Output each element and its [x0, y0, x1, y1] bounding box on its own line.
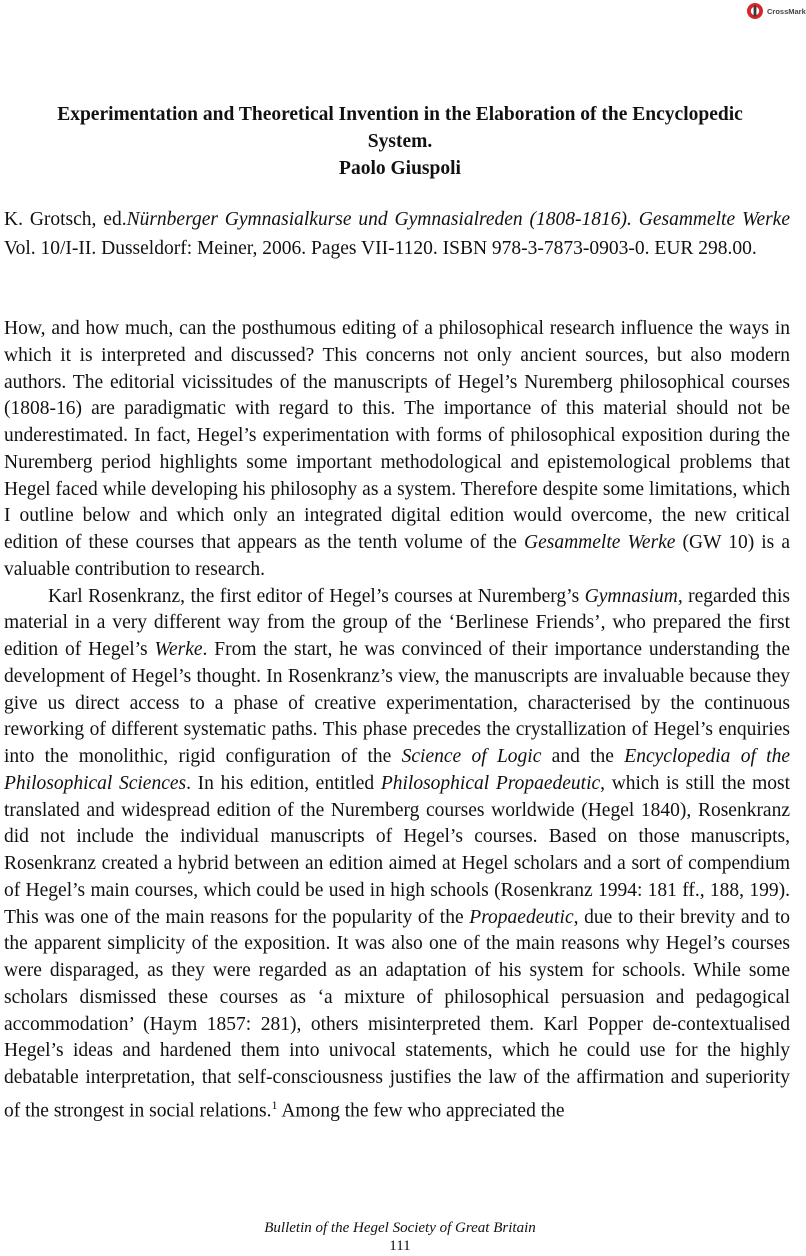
journal-name: Bulletin of the Hegel Society of Great Britain: [264, 1220, 536, 1236]
p2-italic-propaedeutic-title: Philosophical Propaedeutic: [380, 772, 601, 794]
p1-text-2: (GW 10) is a valuable contribution to research.: [4, 532, 790, 580]
p2-text-1: Karl Rosenkranz, the first editor of Hegel’s courses at Nuremberg’s: [48, 585, 585, 607]
p2-italic-propaedeutic: Propaedeutic: [469, 906, 574, 928]
p2-text-3: . From the start, he was convinced of their importance understanding the development of Hegel’s thought. In Rosenkranz’s view, the manuscripts are invaluable because they give us direct access to a phase of creative experimentation, characterised by the continuous reworking of different systematic paths. This phase precedes the crystallization of Hegel’s enquiries into the monolithic, rigid configuration of the: [4, 639, 791, 767]
page-footer: [0, 1219, 800, 1255]
p2-italic-werke: Werke: [154, 639, 203, 660]
p2-text-7: , due to their brevity and to the apparent simplicity of the exposition. It was also one of the main reasons why Hegel’s courses were disparaged, as they were regarded as an adaptation of his system for schools. While some scholars dismissed these courses as ‘a mixture of philosophical persuasion and pedagogical accommodation’ (Haym 1857: 281), others misinterpreted them. Karl Popper de-contextualised Hegel’s ideas and hardened them into univocal statements, which he could use for the highly debatable interpretation, that self-consciousness justifies the law of the affirmation and superiority of the strongest in social relations.: [4, 906, 790, 1122]
p2-italic-gymnasium: Gymnasium: [584, 585, 678, 607]
crossmark-badge[interactable]: [746, 2, 806, 20]
title-line-2: System.: [367, 131, 433, 152]
body-text: [4, 316, 790, 1125]
title-line-1: Experimentation and Theoretical Invention in the Elaboration of the Encyclopedic: [57, 104, 743, 125]
p1-italic-gesammelte-werke: Gesammelte Werke: [524, 532, 676, 553]
p2-italic-encyclopedia: Encyclopedia of the Philosophical Sciences: [4, 746, 791, 794]
p2-text-8: Among the few who appreciated the: [277, 1100, 565, 1122]
paragraph-2: [4, 584, 790, 1126]
citation-book-title: Nürnberger Gymnasialkurse und Gymnasialreden (1808-1816). Gesammelte Werke: [126, 209, 790, 230]
p2-text-5: . In his edition, entitled: [186, 772, 381, 794]
crossmark-label: CrossMark: [767, 6, 806, 16]
p1-text-1: How, and how much, can the posthumous editing of a philosophical research influence the ways in which it is interpreted and discussed? This concerns not only ancient sources, but also modern authors. The editorial vicissitudes of the manuscripts of Hegel’s Nuremberg philosophical courses (1808-16) are paradigmatic with regard to this. The importance of this material should not be underestimated. In fact, Hegel’s experimentation with forms of philosophical exposition during the Nuremberg period highlights some important methodological and epistemological problems that Hegel faced while developing his philosophy as a system. Therefore despite some limitations, which I outline below and which only an integrated digital edition would overcome, the new critical edition of these courses that appears as the tenth volume of the: [4, 318, 790, 553]
citation-editor: K. Grotsch, ed.: [4, 209, 127, 230]
p2-text-6: , which is still the most translated and widespread edition of the Nuremberg courses worldwide (Hegel 1840), Rosenkranz did not include the individual manuscripts of Hegel’s courses. Based on those manuscripts, Rosenkranz created a hybrid between an edition aimed at Hegel scholars and a sort of compendium of Hegel’s main courses, which could be used in high schools (Rosenkranz 1994: 181 ff., 188, 199). This was one of the main reasons for the popularity of the: [4, 772, 791, 928]
p2-text-4: and the: [541, 746, 625, 767]
footnote-marker-1[interactable]: 1: [271, 1097, 278, 1112]
page-number: 111: [389, 1238, 411, 1254]
paragraph-1: [4, 316, 790, 584]
p2-text-2: , regarded this material in a very different way from the group of the ‘Berlinese Friends’, who prepared the first edition of Hegel’s: [4, 585, 790, 660]
book-citation: [4, 205, 790, 263]
citation-details: Vol. 10/I-II. Dusseldorf: Meiner, 2006. Pages VII-1120. ISBN 978-3-7873-0903-0. EUR 298.00.: [4, 238, 757, 259]
author-name: Paolo Giuspoli: [339, 158, 461, 179]
crossmark-icon: [746, 2, 764, 20]
article-title: [0, 101, 800, 182]
p2-italic-science-of-logic: Science of Logic: [401, 746, 542, 767]
